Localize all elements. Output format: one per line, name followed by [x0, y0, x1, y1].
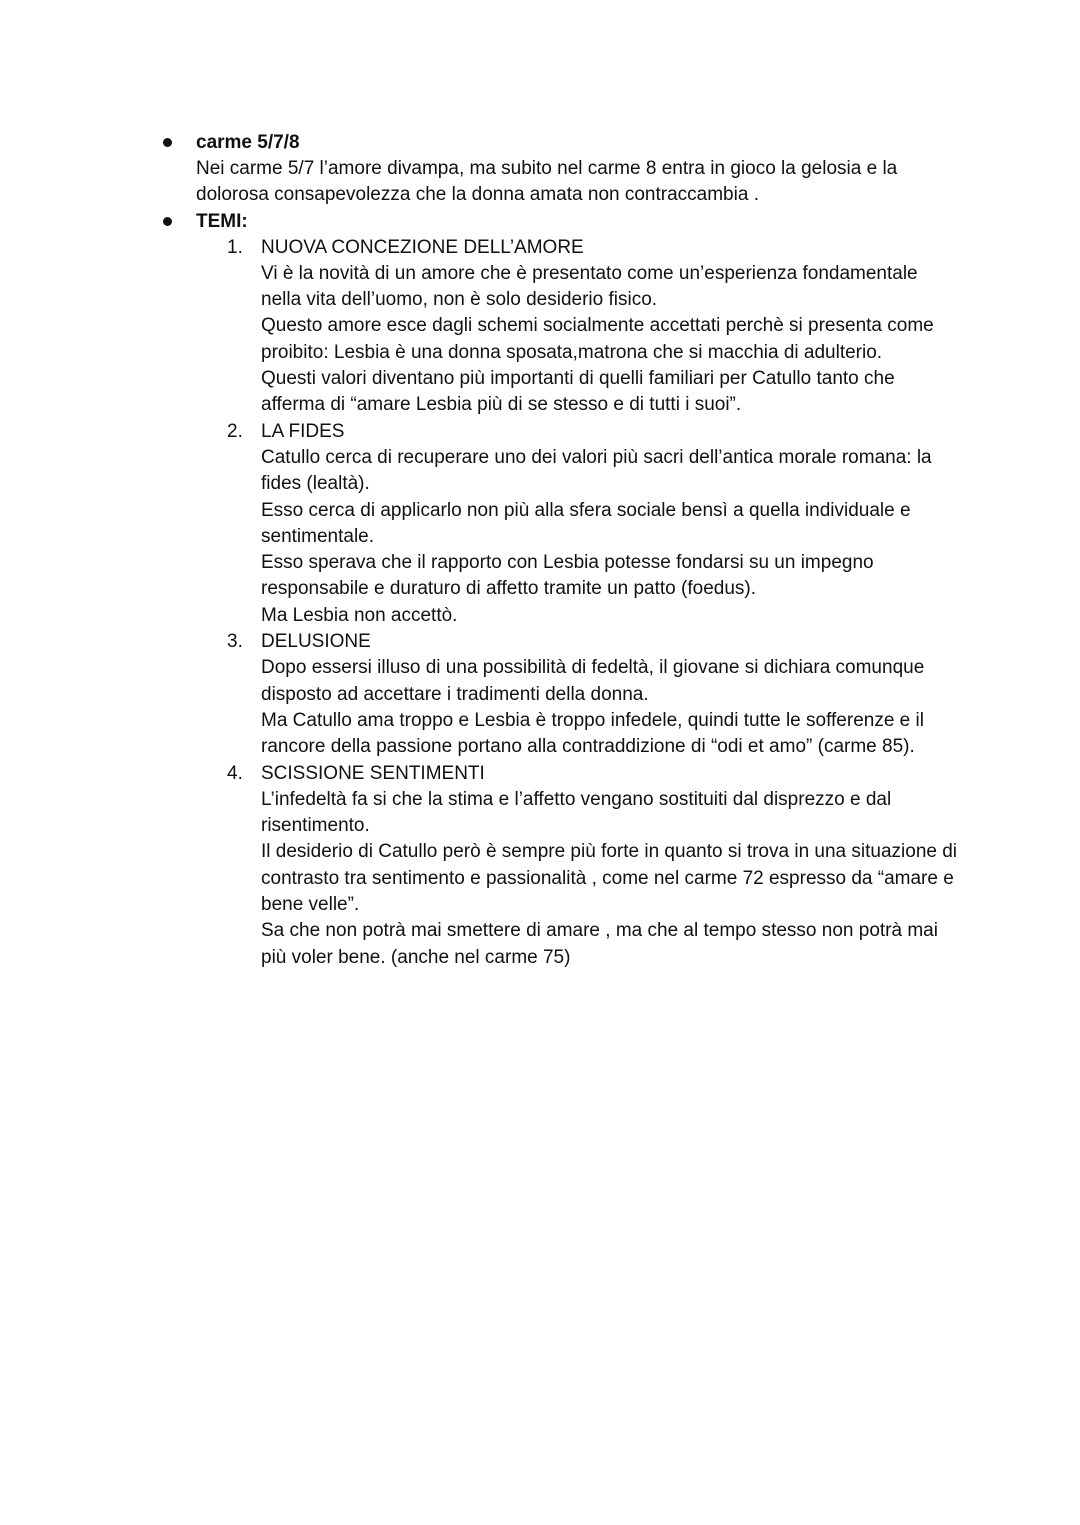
bullet-dot-icon	[163, 217, 172, 226]
item-paragraph: Il desiderio di Catullo però è sempre più forte in quanto si trova in una situazione di contrasto tra sentimento e passionalità , come nel carme 72 espresso da “amare e bene velle”.	[261, 841, 958, 916]
item-title: DELUSIONE	[261, 631, 371, 653]
document-page	[0, 130, 1080, 971]
item-paragraph: Questo amore esce dagli schemi socialmente accettati perchè si presenta come proibito: Lesbia è una donna sposata,matrona che si macchia di adulterio.	[261, 315, 934, 363]
item-paragraph: Questi valori diventano più importanti di quelli familiari per Catullo tanto che afferma di “amare Lesbia più di se stesso e di tutti i suoi”.	[261, 368, 895, 416]
item-number: 3.	[227, 631, 243, 653]
item-title: SCISSIONE SENTIMENTI	[261, 762, 485, 784]
item-paragraph: Catullo cerca di recuperare uno dei valori più sacri dell’antica morale romana: la fides (lealtà).	[261, 446, 932, 495]
item-paragraph: L’infedeltà fa si che la stima e l’affetto vengano sostituiti dal disprezzo e dal risentimento.	[261, 788, 892, 837]
carme-title: carme 5/7/8	[196, 132, 300, 153]
list-item	[0, 761, 1080, 971]
item-paragraph: Esso cerca di applicarlo non più alla sfera sociale bensì a quella individuale e sentimentale.	[261, 499, 911, 547]
item-title: NUOVA CONCEZIONE DELL’AMORE	[261, 236, 584, 258]
item-paragraph: Ma Catullo ama troppo e Lesbia è troppo infedele, quindi tutte le sofferenze e il rancore della passione portano alla contraddizione di “odi et amo” (carme 85).	[261, 709, 924, 758]
bullet-carme	[0, 130, 1080, 209]
item-number: 2.	[227, 420, 243, 442]
item-paragraph: Esso sperava che il rapporto con Lesbia potesse fondarsi su un impegno responsabile e duraturo di affetto tramite un patto (foedus).	[261, 552, 874, 600]
item-paragraph: Dopo essersi illuso di una possibilità di fedeltà, il giovane si dichiara comunque disposto ad accettare i tradimenti della donna.	[261, 657, 925, 705]
list-item	[0, 235, 1080, 419]
bullet-temi	[0, 209, 1080, 235]
temi-numbered-list	[0, 235, 1080, 971]
list-item	[0, 629, 1080, 760]
item-number: 1.	[227, 236, 243, 258]
item-title: LA FIDES	[261, 420, 345, 442]
temi-title: TEMI:	[196, 210, 248, 232]
bullet-dot-icon	[163, 138, 172, 147]
list-item	[0, 419, 1080, 629]
carme-paragraph: Nei carme 5/7 l’amore divampa, ma subito nel carme 8 entra in gioco la gelosia e la dolorosa consapevolezza che la donna amata non contraccambia .	[196, 158, 898, 206]
item-paragraph: Sa che non potrà mai smettere di amare , ma che al tempo stesso non potrà mai più voler bene. (anche nel carme 75)	[261, 920, 938, 968]
item-number: 4.	[227, 762, 243, 784]
item-paragraph: Vi è la novità di un amore che è presentato come un’esperienza fondamentale nella vita dell’uomo, non è solo desiderio fisico.	[261, 262, 918, 311]
item-paragraph: Ma Lesbia non accettò.	[261, 604, 458, 626]
